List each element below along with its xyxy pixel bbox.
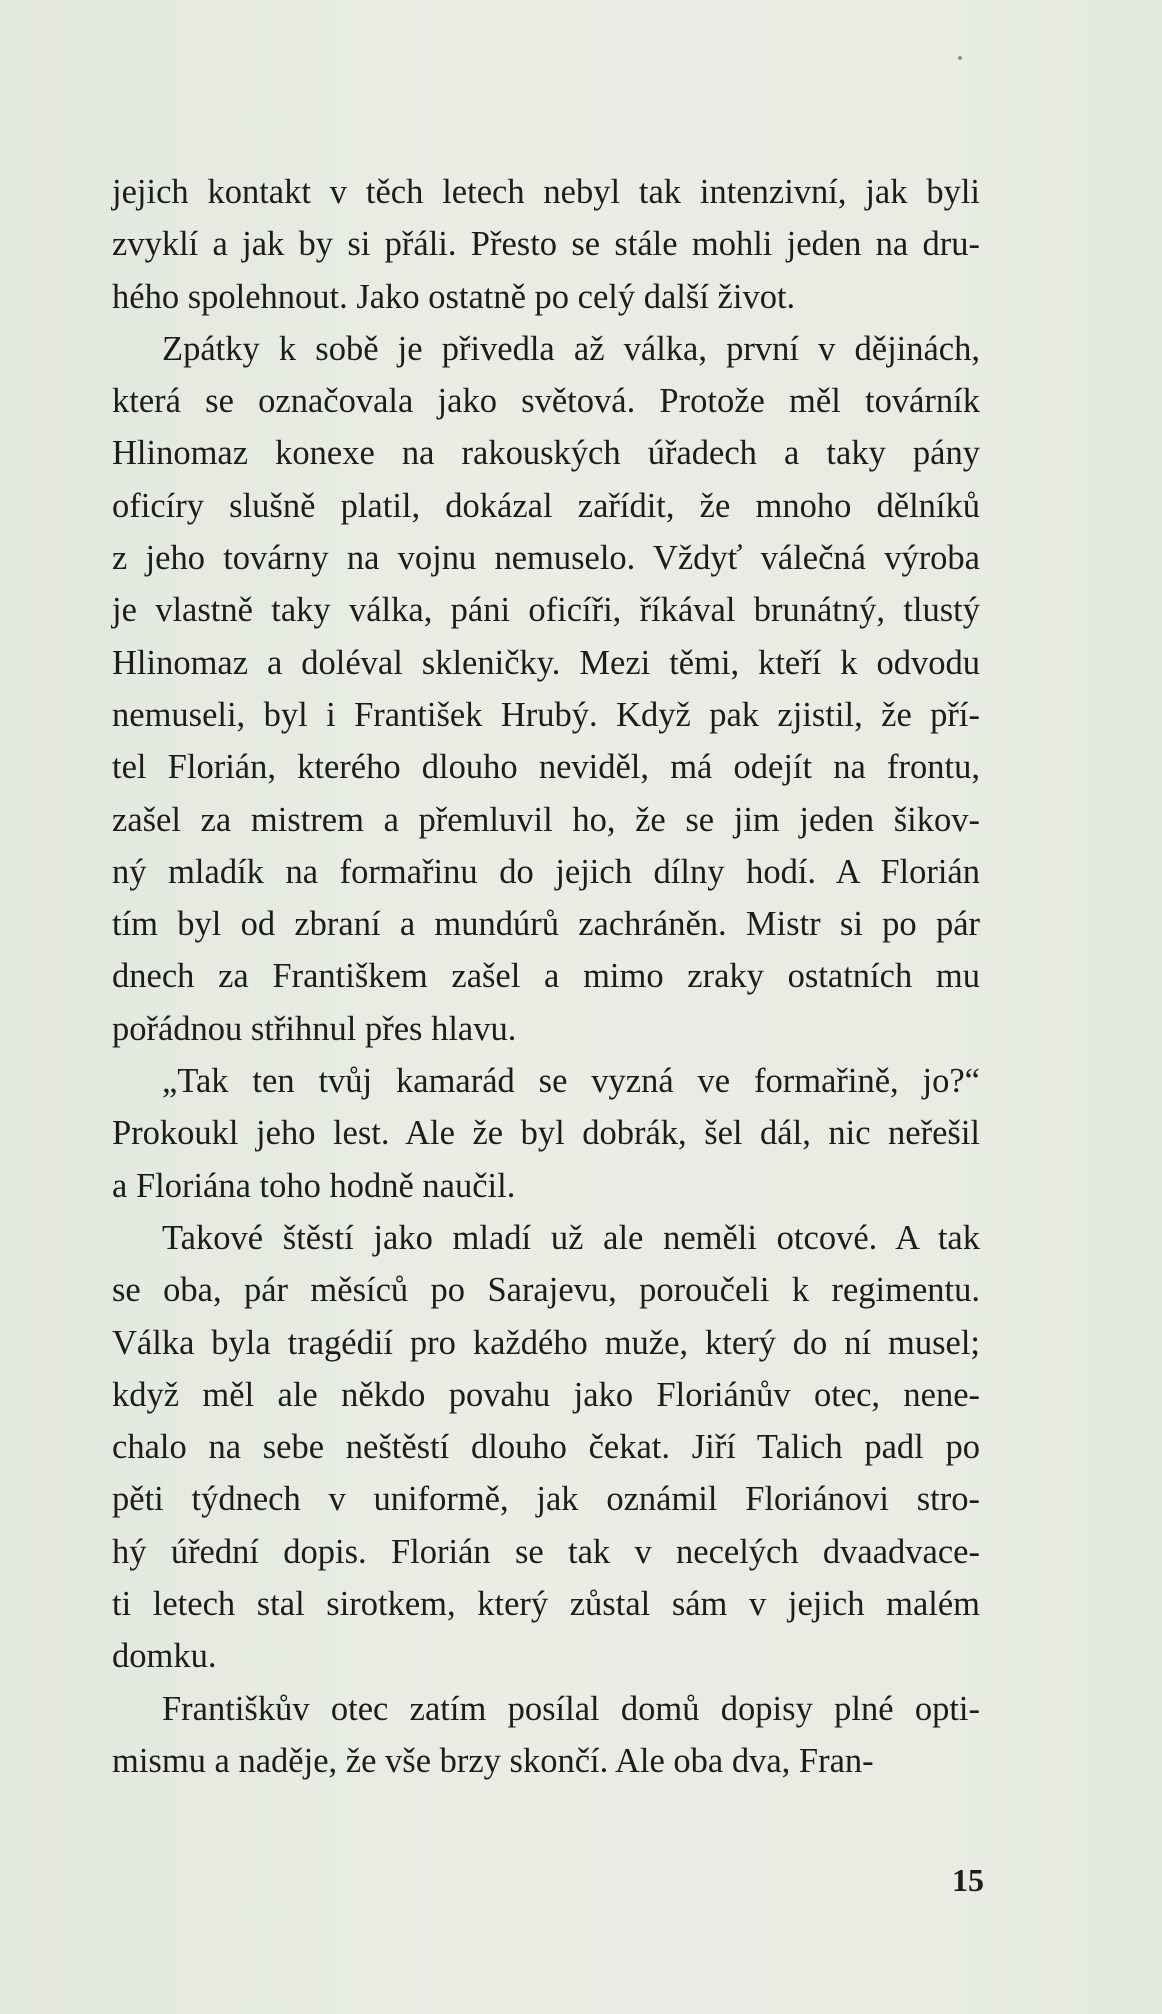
- text-line: ti letech stal sirotkem, který zůstal sám v jejich malém: [112, 1585, 980, 1624]
- paragraph: [112, 1212, 980, 1683]
- text-line: hý úřední dopis. Florián se tak v necelých dvaadvace-: [112, 1532, 980, 1571]
- text-line: pěti týdnech v uniformě, jak oznámil Floriánovi stro-: [112, 1480, 980, 1519]
- text-line: Válka byla tragédií pro každého muže, který do ní musel;: [112, 1323, 980, 1362]
- text-line: a Floriána toho hodně naučil.: [112, 1166, 516, 1205]
- text-line: dnech za Františkem zašel a mimo zraky ostatních mu: [112, 957, 980, 996]
- text-line: Prokoukl jeho lest. Ale že byl dobrák, šel dál, nic neřešil: [112, 1114, 980, 1153]
- text-line: domku.: [112, 1637, 217, 1676]
- paragraph: [112, 323, 980, 1055]
- text-line: mismu a naděje, že vše brzy skončí. Ale oba dva, Fran-: [112, 1741, 874, 1780]
- text-line: zašel za mistrem a přemluvil ho, že se jim jeden šikov-: [112, 800, 980, 839]
- text-line: zvyklí a jak by si přáli. Přesto se stále mohli jeden na dru-: [112, 225, 980, 264]
- body-text: [112, 166, 980, 1787]
- text-line: je vlastně taky válka, páni oficíři, říkával brunátný, tlustý: [112, 591, 980, 630]
- text-line: nemuseli, byl i František Hrubý. Když pak zjistil, že pří-: [112, 695, 980, 734]
- text-line: ný mladík na formařinu do jejich dílny hodí. A Florián: [112, 852, 980, 891]
- text-line: chalo na sebe neštěstí dlouho čekat. Jiří Talich padl po: [112, 1428, 980, 1467]
- text-line: když měl ale někdo povahu jako Floriánův otec, nene-: [112, 1375, 980, 1414]
- text-line: Františkův otec zatím posílal domů dopisy plné opti-: [162, 1689, 980, 1728]
- text-line: „Tak ten tvůj kamarád se vyzná ve formařině, jo?“: [162, 1062, 980, 1101]
- text-line: hého spolehnout. Jako ostatně po celý další život.: [112, 277, 796, 316]
- paragraph: [112, 1055, 980, 1212]
- paragraph: [112, 1683, 980, 1788]
- text-line: tel Florián, kterého dlouho neviděl, má odejít na frontu,: [112, 748, 980, 787]
- text-line: se oba, pár měsíců po Sarajevu, poroučeli k regimentu.: [112, 1271, 980, 1310]
- text-line: oficíry slušně platil, dokázal zařídit, že mnoho dělníků: [112, 486, 980, 525]
- paragraph: [112, 166, 980, 323]
- page-number: 15: [952, 1862, 984, 1898]
- print-speck: [958, 56, 962, 60]
- text-line: která se označovala jako světová. Protože měl továrník: [112, 382, 980, 421]
- text-line: Takové štěstí jako mladí už ale neměli otcové. A tak: [162, 1218, 980, 1257]
- text-line: z jeho továrny na vojnu nemuselo. Vždyť válečná výroba: [112, 539, 980, 578]
- text-line: jejich kontakt v těch letech nebyl tak intenzivní, jak byli: [112, 173, 980, 211]
- text-line: tím byl od zbraní a mundúrů zachráněn. Mistr si po pár: [112, 905, 980, 944]
- text-line: Hlinomaz a doléval skleničky. Mezi těmi, kteří k odvodu: [112, 643, 980, 682]
- text-line: pořádnou střihnul přes hlavu.: [112, 1009, 517, 1048]
- text-line: Zpátky k sobě je přivedla až válka, první v dějinách,: [162, 329, 980, 368]
- text-line: Hlinomaz konexe na rakouských úřadech a taky pány: [112, 434, 980, 473]
